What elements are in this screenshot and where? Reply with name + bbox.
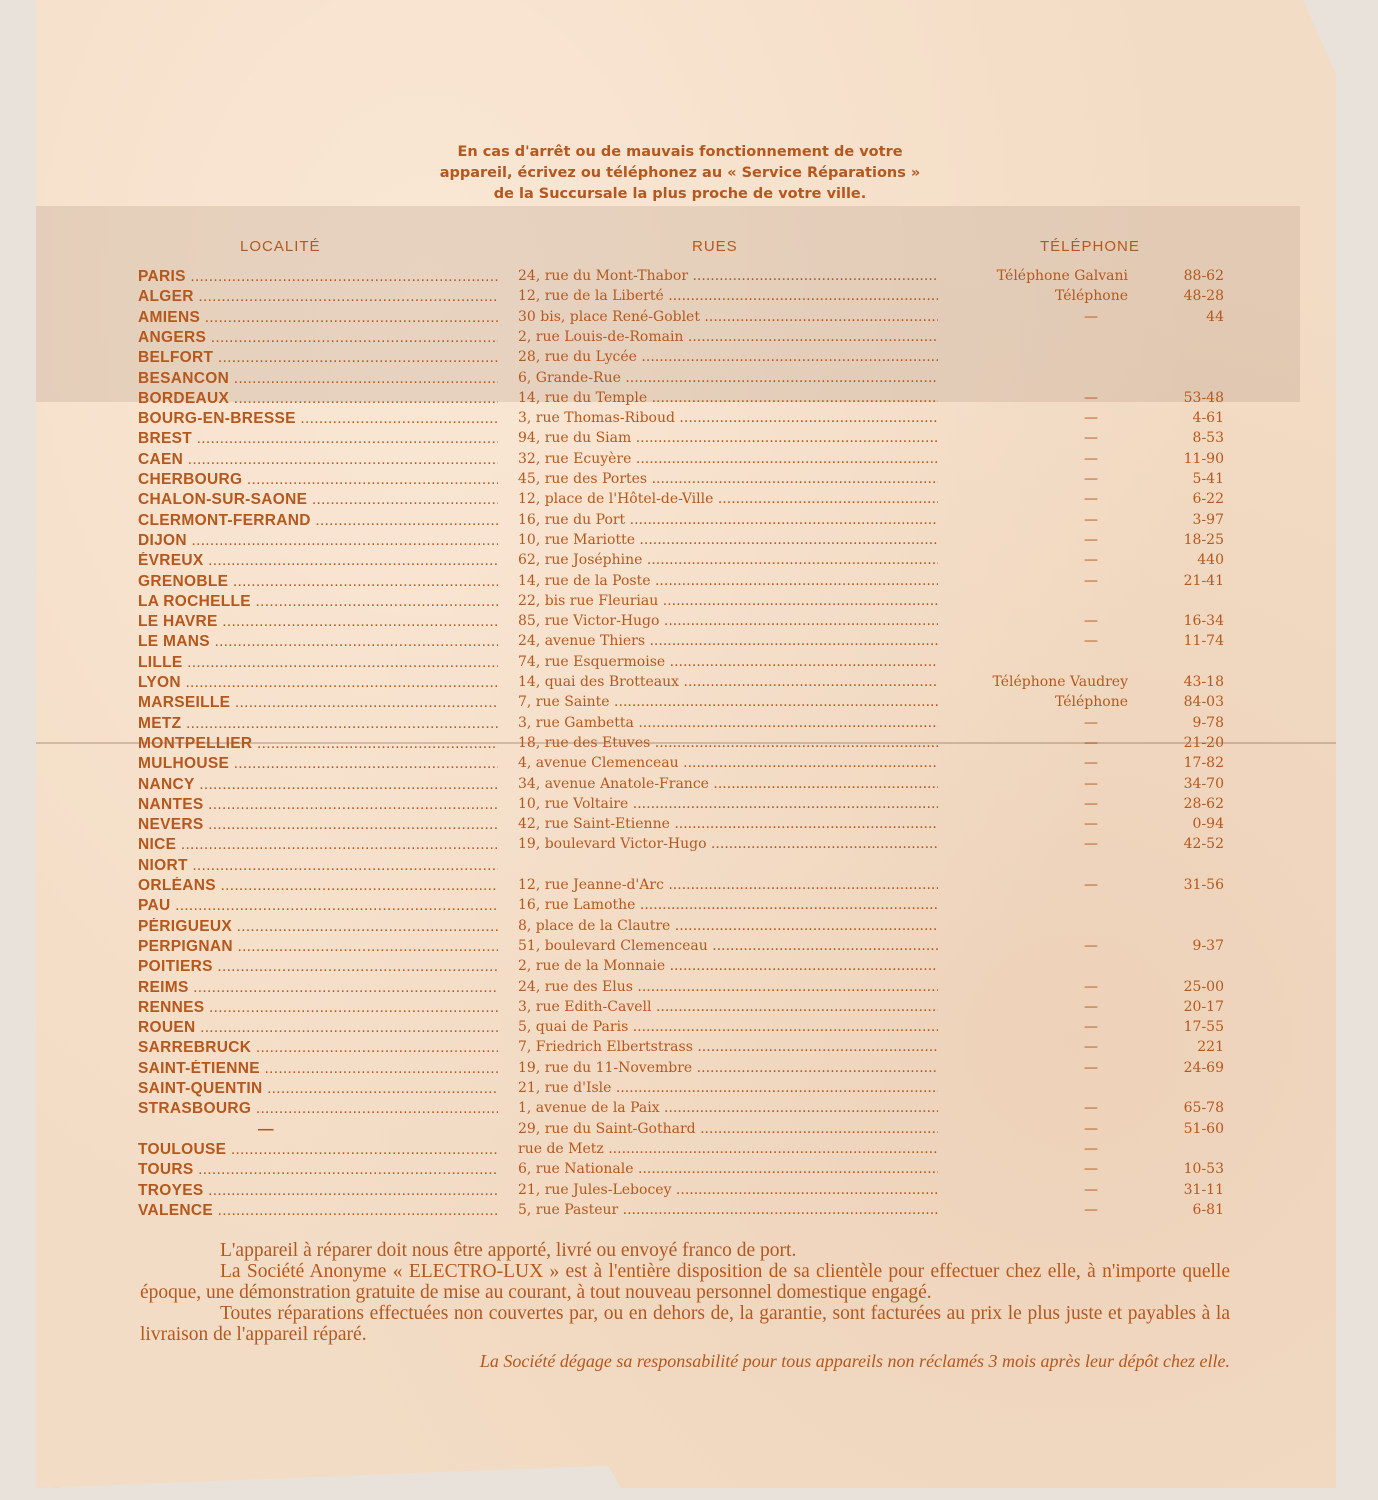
city-cell: PAU .....	[138, 897, 498, 915]
phone-number-cell: 21-41	[1183, 572, 1224, 589]
table-row	[138, 1060, 1228, 1080]
table-row	[138, 1019, 1228, 1039]
phone-label-cell: —	[1084, 613, 1098, 630]
phone-label-cell: —	[1084, 1019, 1098, 1036]
table-row	[138, 776, 1228, 796]
phone-number-cell: 48-28	[1183, 288, 1224, 305]
phone-number-cell: 53-48	[1183, 389, 1224, 406]
city-cell: ANGERS .....	[138, 329, 498, 347]
phone-label-cell: —	[1084, 775, 1098, 792]
table-row	[138, 796, 1228, 816]
phone-number-cell: 44	[1206, 308, 1224, 325]
phone-label-cell: —	[1084, 734, 1098, 751]
street-cell: 42, rue Saint-Etienne .....	[518, 816, 938, 832]
table-row	[138, 552, 1228, 572]
table-row	[138, 857, 1228, 877]
city-cell: RENNES .....	[138, 999, 498, 1017]
table-row	[138, 410, 1228, 430]
street-cell: 62, rue Joséphine .....	[518, 552, 938, 568]
phone-label-cell: —	[1084, 572, 1098, 589]
phone-number-cell: 43-18	[1183, 674, 1224, 690]
street-cell: 12, rue Jeanne-d'Arc .....	[518, 877, 938, 893]
phone-label-cell: —	[1084, 1100, 1098, 1117]
city-cell: SAINT-QUENTIN .....	[138, 1080, 498, 1098]
street-cell: 94, rue du Siam .....	[518, 430, 938, 446]
footer-paragraph: Toutes réparations effectuées non couvertes par, ou en dehors de, la garantie, sont facturées au prix le plus juste et payables à la livraison de l'appareil réparé.	[140, 1303, 1230, 1345]
street-cell: 3, rue Gambetta .....	[518, 715, 938, 731]
city-cell: CLERMONT-FERRAND .....	[138, 512, 498, 530]
city-cell: BELFORT .....	[138, 349, 498, 367]
table-row	[138, 1039, 1228, 1059]
phone-label-cell: —	[1084, 471, 1098, 487]
table-row	[138, 1141, 1228, 1161]
street-cell: 14, rue de la Poste .....	[518, 573, 938, 589]
table-row	[138, 958, 1228, 978]
city-cell: LILLE .....	[138, 654, 498, 672]
city-cell: ÉVREUX .....	[138, 552, 498, 570]
phone-label-cell: —	[1084, 450, 1098, 467]
phone-number-cell: 24-69	[1183, 1059, 1224, 1076]
city-cell: ROUEN .....	[138, 1019, 498, 1037]
city-cell: ALGER .....	[138, 288, 498, 306]
street-cell: 16, rue du Port .....	[518, 512, 938, 528]
footer-text	[140, 1240, 1230, 1372]
table-row	[138, 979, 1228, 999]
city-cell: BOURG-EN-BRESSE .....	[138, 410, 498, 428]
phone-label-cell: —	[1084, 714, 1098, 731]
street-cell: 18, rue des Etuves .....	[518, 735, 938, 751]
street-cell: 12, place de l'Hôtel-de-Ville .....	[518, 491, 938, 507]
table-row	[138, 288, 1228, 308]
phone-number-cell: 25-00	[1183, 978, 1224, 995]
phone-label-cell: Téléphone Galvani	[996, 268, 1128, 284]
phone-number-cell: 9-78	[1192, 714, 1224, 731]
street-cell: 5, rue Pasteur .....	[518, 1202, 938, 1218]
table-row	[138, 633, 1228, 653]
table-row	[138, 836, 1228, 856]
table-row	[138, 1202, 1228, 1222]
phone-label-cell: —	[1084, 552, 1098, 569]
table-row	[138, 877, 1228, 897]
intro-text	[330, 142, 1030, 205]
city-cell: MULHOUSE .....	[138, 755, 498, 773]
header-phone: TÉLÉPHONE	[1040, 238, 1140, 255]
city-cell: TROYES .....	[138, 1182, 498, 1200]
city-cell: CHERBOURG .....	[138, 471, 498, 489]
table-row	[138, 1080, 1228, 1100]
street-cell: 32, rue Ecuyère .....	[518, 451, 938, 467]
street-cell: 6, rue Nationale .....	[518, 1161, 938, 1177]
table-row	[138, 309, 1228, 329]
street-cell: 28, rue du Lycée .....	[518, 349, 938, 365]
table-row	[138, 654, 1228, 674]
table-row	[138, 694, 1228, 714]
street-cell: 85, rue Victor-Hugo .....	[518, 613, 938, 629]
city-cell: BORDEAUX .....	[138, 390, 498, 408]
intro-line: En cas d'arrêt ou de mauvais fonctionnement de votre	[457, 144, 903, 160]
phone-number-cell: 0-94	[1192, 816, 1224, 833]
phone-label-cell: —	[1084, 1039, 1098, 1056]
intro-line: de la Succursale la plus proche de votre ville.	[493, 186, 867, 202]
phone-label-cell: —	[1084, 511, 1098, 528]
phone-label-cell: —	[1084, 1140, 1098, 1157]
table-row	[138, 755, 1228, 775]
street-cell: 24, rue du Mont-Thabor .....	[518, 268, 938, 284]
city-cell: TOULOUSE .....	[138, 1141, 498, 1159]
phone-number-cell: 221	[1197, 1039, 1224, 1056]
table-row	[138, 573, 1228, 593]
street-cell: 14, quai des Brotteaux .....	[518, 674, 938, 690]
table-row	[138, 897, 1228, 917]
table-row	[138, 1161, 1228, 1181]
phone-number-cell: 3-97	[1192, 511, 1224, 528]
phone-label-cell: —	[1084, 937, 1098, 954]
phone-number-cell: 440	[1197, 552, 1224, 569]
street-cell: 24, avenue Thiers .....	[518, 633, 938, 649]
phone-number-cell: 28-62	[1183, 795, 1224, 812]
city-cell: METZ .....	[138, 715, 498, 733]
city-cell: CAEN .....	[138, 451, 498, 469]
phone-number-cell: 9-37	[1192, 937, 1224, 954]
table-row	[138, 999, 1228, 1019]
street-cell: 21, rue Jules-Lebocey .....	[518, 1182, 938, 1198]
street-cell: 5, quai de Paris .....	[518, 1019, 938, 1035]
street-cell: 22, bis rue Fleuriau .....	[518, 593, 938, 609]
phone-label-cell: —	[1084, 633, 1098, 650]
city-cell: LE HAVRE .....	[138, 613, 498, 631]
table-row	[138, 735, 1228, 755]
city-cell: NICE .....	[138, 836, 498, 854]
phone-number-cell: 17-82	[1183, 755, 1224, 772]
table-row	[138, 370, 1228, 390]
phone-number-cell: 88-62	[1183, 268, 1224, 284]
city-cell: POITIERS .....	[138, 958, 498, 976]
street-cell: 1, avenue de la Paix .....	[518, 1100, 938, 1116]
phone-label-cell: —	[1084, 1161, 1098, 1178]
phone-number-cell: 31-11	[1183, 1181, 1224, 1198]
city-cell: SAINT-ÉTIENNE .....	[138, 1060, 498, 1078]
phone-number-cell: 51-60	[1183, 1120, 1224, 1137]
table-row	[138, 430, 1228, 450]
street-cell: 6, Grande-Rue .....	[518, 370, 938, 386]
phone-number-cell: 4-61	[1192, 410, 1224, 427]
phone-number-cell: 11-74	[1183, 633, 1224, 650]
phone-label-cell: —	[1084, 816, 1098, 833]
footer-paragraph: L'appareil à réparer doit nous être apporté, livré ou envoyé franco de port.	[220, 1240, 797, 1261]
phone-number-cell: 10-53	[1183, 1161, 1224, 1178]
phone-number-cell: 84-03	[1183, 694, 1224, 711]
city-cell: GRENOBLE .....	[138, 573, 498, 591]
table-row	[138, 1100, 1228, 1120]
phone-label-cell: —	[1084, 998, 1098, 1015]
phone-label-cell: Téléphone	[1054, 288, 1128, 305]
phone-number-cell: 11-90	[1183, 450, 1224, 467]
phone-number-cell: 34-70	[1183, 775, 1224, 792]
street-cell: 7, Friedrich Elbertstrass .....	[518, 1039, 938, 1055]
phone-number-cell: 20-17	[1183, 998, 1224, 1015]
table-row	[138, 390, 1228, 410]
city-cell: MONTPELLIER .....	[138, 735, 498, 753]
street-cell: 45, rue des Portes .....	[518, 471, 938, 487]
street-cell: 19, rue du 11-Novembre .....	[518, 1060, 938, 1076]
city-cell: LE MANS .....	[138, 633, 498, 651]
street-cell: 29, rue du Saint-Gothard .....	[518, 1121, 938, 1137]
phone-label-cell: —	[1084, 531, 1098, 548]
phone-number-cell: 65-78	[1183, 1100, 1224, 1117]
phone-label-cell: —	[1084, 795, 1098, 812]
city-cell: —	[258, 1120, 274, 1138]
phone-label-cell: —	[1084, 491, 1098, 508]
street-cell: 3, rue Thomas-Riboud .....	[518, 410, 938, 426]
street-cell: 16, rue Lamothe .....	[518, 897, 938, 913]
table-row	[138, 674, 1228, 694]
city-cell: MARSEILLE .....	[138, 694, 498, 712]
header-street: RUES	[692, 238, 738, 255]
city-cell: PARIS .....	[138, 268, 498, 286]
city-cell: LA ROCHELLE .....	[138, 593, 498, 611]
city-cell: CHALON-SUR-SAONE .....	[138, 491, 498, 509]
city-cell: NANTES .....	[138, 796, 498, 814]
intro-line: appareil, écrivez ou téléphonez au « Service Réparations »	[439, 165, 921, 181]
street-cell: 21, rue d'Isle .....	[518, 1080, 938, 1096]
street-cell: 19, boulevard Victor-Hugo .....	[518, 836, 938, 852]
street-cell: 51, boulevard Clemenceau .....	[518, 938, 938, 954]
table-row	[138, 938, 1228, 958]
table-row	[138, 349, 1228, 369]
table-row	[138, 1182, 1228, 1202]
city-cell: VALENCE .....	[138, 1202, 498, 1220]
city-cell: BESANCON .....	[138, 370, 498, 388]
table-row	[138, 471, 1228, 491]
street-cell: rue de Metz .....	[518, 1141, 938, 1157]
table-row	[138, 1121, 1228, 1141]
header-city: LOCALITÉ	[240, 238, 321, 255]
street-cell: 34, avenue Anatole-France .....	[518, 776, 938, 792]
city-cell: NIORT .....	[138, 857, 498, 875]
street-cell: 10, rue Voltaire .....	[518, 796, 938, 812]
phone-label-cell: —	[1084, 1181, 1098, 1198]
footer-paragraph: La Société Anonyme « ELECTRO-LUX » est à l'entière disposition de sa clientèle pour effectuer chez elle, à n'importe quelle époque, une démonstration gratuite de mise au courant, à tout nouveau personnel domestique engagé.	[140, 1261, 1230, 1303]
phone-label-cell: —	[1084, 389, 1098, 406]
phone-number-cell: 16-34	[1183, 613, 1224, 630]
phone-label-cell: —	[1084, 410, 1098, 427]
phone-label-cell: —	[1084, 755, 1098, 772]
city-cell: BREST .....	[138, 430, 498, 448]
table-row	[138, 715, 1228, 735]
phone-label-cell: —	[1084, 978, 1098, 995]
street-cell: 7, rue Sainte .....	[518, 694, 938, 710]
phone-label-cell: —	[1084, 836, 1098, 853]
phone-number-cell: 18-25	[1183, 531, 1224, 548]
phone-number-cell: 5-41	[1192, 471, 1224, 487]
phone-number-cell: 42-52	[1183, 836, 1224, 853]
table-row	[138, 329, 1228, 349]
phone-label-cell: —	[1084, 877, 1098, 893]
city-cell: PERPIGNAN .....	[138, 938, 498, 956]
street-cell: 4, avenue Clemenceau .....	[518, 755, 938, 771]
table-row	[138, 451, 1228, 471]
table-row	[138, 918, 1228, 938]
phone-label-cell: —	[1084, 1201, 1098, 1218]
city-cell: PÉRIGUEUX .....	[138, 918, 498, 936]
city-cell: DIJON .....	[138, 532, 498, 550]
phone-label-cell: Téléphone Vaudrey	[992, 674, 1128, 690]
table-row	[138, 532, 1228, 552]
city-cell: ORLÉANS .....	[138, 877, 498, 895]
table-row	[138, 593, 1228, 613]
city-cell: REIMS .....	[138, 979, 498, 997]
phone-number-cell: 6-22	[1192, 491, 1224, 508]
street-cell: 2, rue de la Monnaie .....	[518, 958, 938, 974]
street-cell: 24, rue des Elus .....	[518, 979, 938, 995]
phone-label-cell: Téléphone	[1054, 694, 1128, 711]
phone-number-cell: 17-55	[1183, 1019, 1224, 1036]
phone-label-cell: —	[1084, 1059, 1098, 1076]
city-cell: NEVERS .....	[138, 816, 498, 834]
street-cell: 14, rue du Temple .....	[518, 390, 938, 406]
phone-number-cell: 6-81	[1192, 1201, 1224, 1218]
street-cell: 8, place de la Clautre .....	[518, 918, 938, 934]
phone-number-cell: 31-56	[1183, 877, 1224, 893]
table-row	[138, 268, 1228, 288]
phone-label-cell: —	[1084, 430, 1098, 447]
city-cell: TOURS .....	[138, 1161, 498, 1179]
table-row	[138, 491, 1228, 511]
phone-number-cell: 21-20	[1183, 734, 1224, 751]
phone-label-cell: —	[1084, 308, 1098, 325]
phone-number-cell: 8-53	[1192, 430, 1224, 447]
street-cell: 30 bis, place René-Goblet .....	[518, 309, 938, 325]
street-cell: 10, rue Mariotte .....	[518, 532, 938, 548]
city-cell: LYON .....	[138, 674, 498, 692]
city-cell: STRASBOURG .....	[138, 1100, 498, 1118]
city-cell: AMIENS .....	[138, 309, 498, 327]
street-cell: 12, rue de la Liberté .....	[518, 288, 938, 304]
street-cell: 3, rue Edith-Cavell .....	[518, 999, 938, 1015]
street-cell: 2, rue Louis-de-Romain .....	[518, 329, 938, 345]
street-cell: 74, rue Esquermoise .....	[518, 654, 938, 670]
city-cell: NANCY .....	[138, 776, 498, 794]
table-row	[138, 613, 1228, 633]
footer-disclaimer: La Société dégage sa responsabilité pour tous appareils non réclamés 3 mois après leur dépôt chez elle.	[479, 1351, 1230, 1371]
table-row	[138, 512, 1228, 532]
phone-label-cell: —	[1084, 1120, 1098, 1137]
city-cell: SARREBRUCK .....	[138, 1039, 498, 1057]
table-row	[138, 816, 1228, 836]
